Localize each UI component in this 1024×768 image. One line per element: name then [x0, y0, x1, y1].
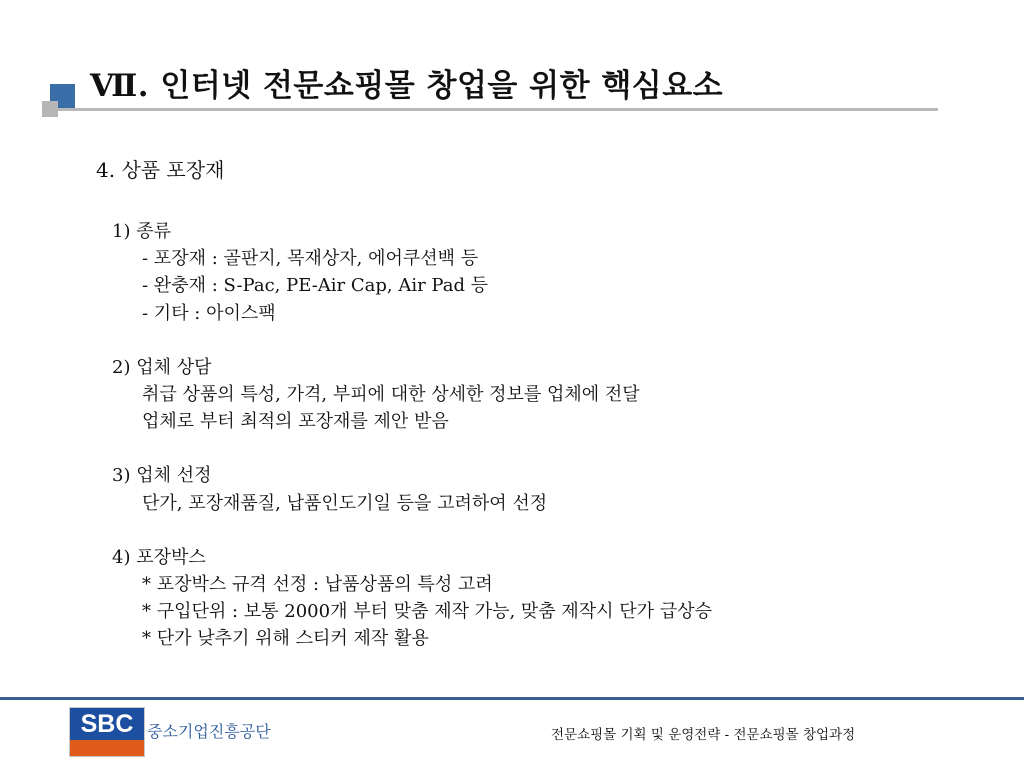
block-heading: 4) 포장박스 [112, 546, 206, 568]
block-line: 단가, 포장재품질, 납품인도기일 등을 고려하여 선정 [142, 492, 548, 514]
block-line: * 단가 낮추기 위해 스티커 제작 활용 [142, 628, 429, 650]
block-heading: 3) 업체 선정 [112, 465, 212, 487]
logo-text: SBC [80, 710, 134, 738]
block-heading: 2) 업체 상담 [112, 356, 212, 378]
title-accent-square-small [42, 101, 58, 117]
footer-caption: 전문쇼핑몰 기획 및 운영전략 - 전문쇼핑몰 창업과정 [551, 727, 856, 743]
block-line: 취급 상품의 특성, 가격, 부피에 대한 상세한 정보를 업체에 전달 [142, 383, 640, 405]
block-line: - 포장재 : 골판지, 목재상자, 에어쿠션백 등 [142, 248, 479, 270]
block-line: * 포장박스 규격 선정 : 납품상품의 특성 고려 [142, 573, 493, 595]
logo-orange-stripe [70, 740, 144, 756]
content-block [112, 462, 712, 516]
content-block [112, 218, 712, 327]
block-line: 업체로 부터 최적의 포장재를 제안 받음 [142, 411, 449, 433]
block-line: - 완충재 : S-Pac, PE-Air Cap, Air Pad 등 [142, 275, 489, 297]
content-block [112, 354, 712, 436]
section-heading: 4. 상품 포장재 [96, 158, 225, 182]
title-divider [58, 108, 938, 111]
footer-divider [0, 697, 1024, 700]
content-block [112, 544, 712, 653]
block-heading: 1) 종류 [112, 221, 171, 242]
organization-name: 중소기업진흥공단 [147, 722, 271, 741]
content-body [112, 218, 712, 679]
block-line: * 구입단위 : 보통 2000개 부터 맞춤 제작 가능, 맞춤 제작시 단가 급상승 [142, 601, 712, 623]
sbc-logo [69, 707, 145, 757]
slide-title: Ⅶ. 인터넷 전문쇼핑몰 창업을 위한 핵심요소 [90, 68, 724, 104]
block-line: - 기타 : 아이스팩 [142, 302, 276, 324]
